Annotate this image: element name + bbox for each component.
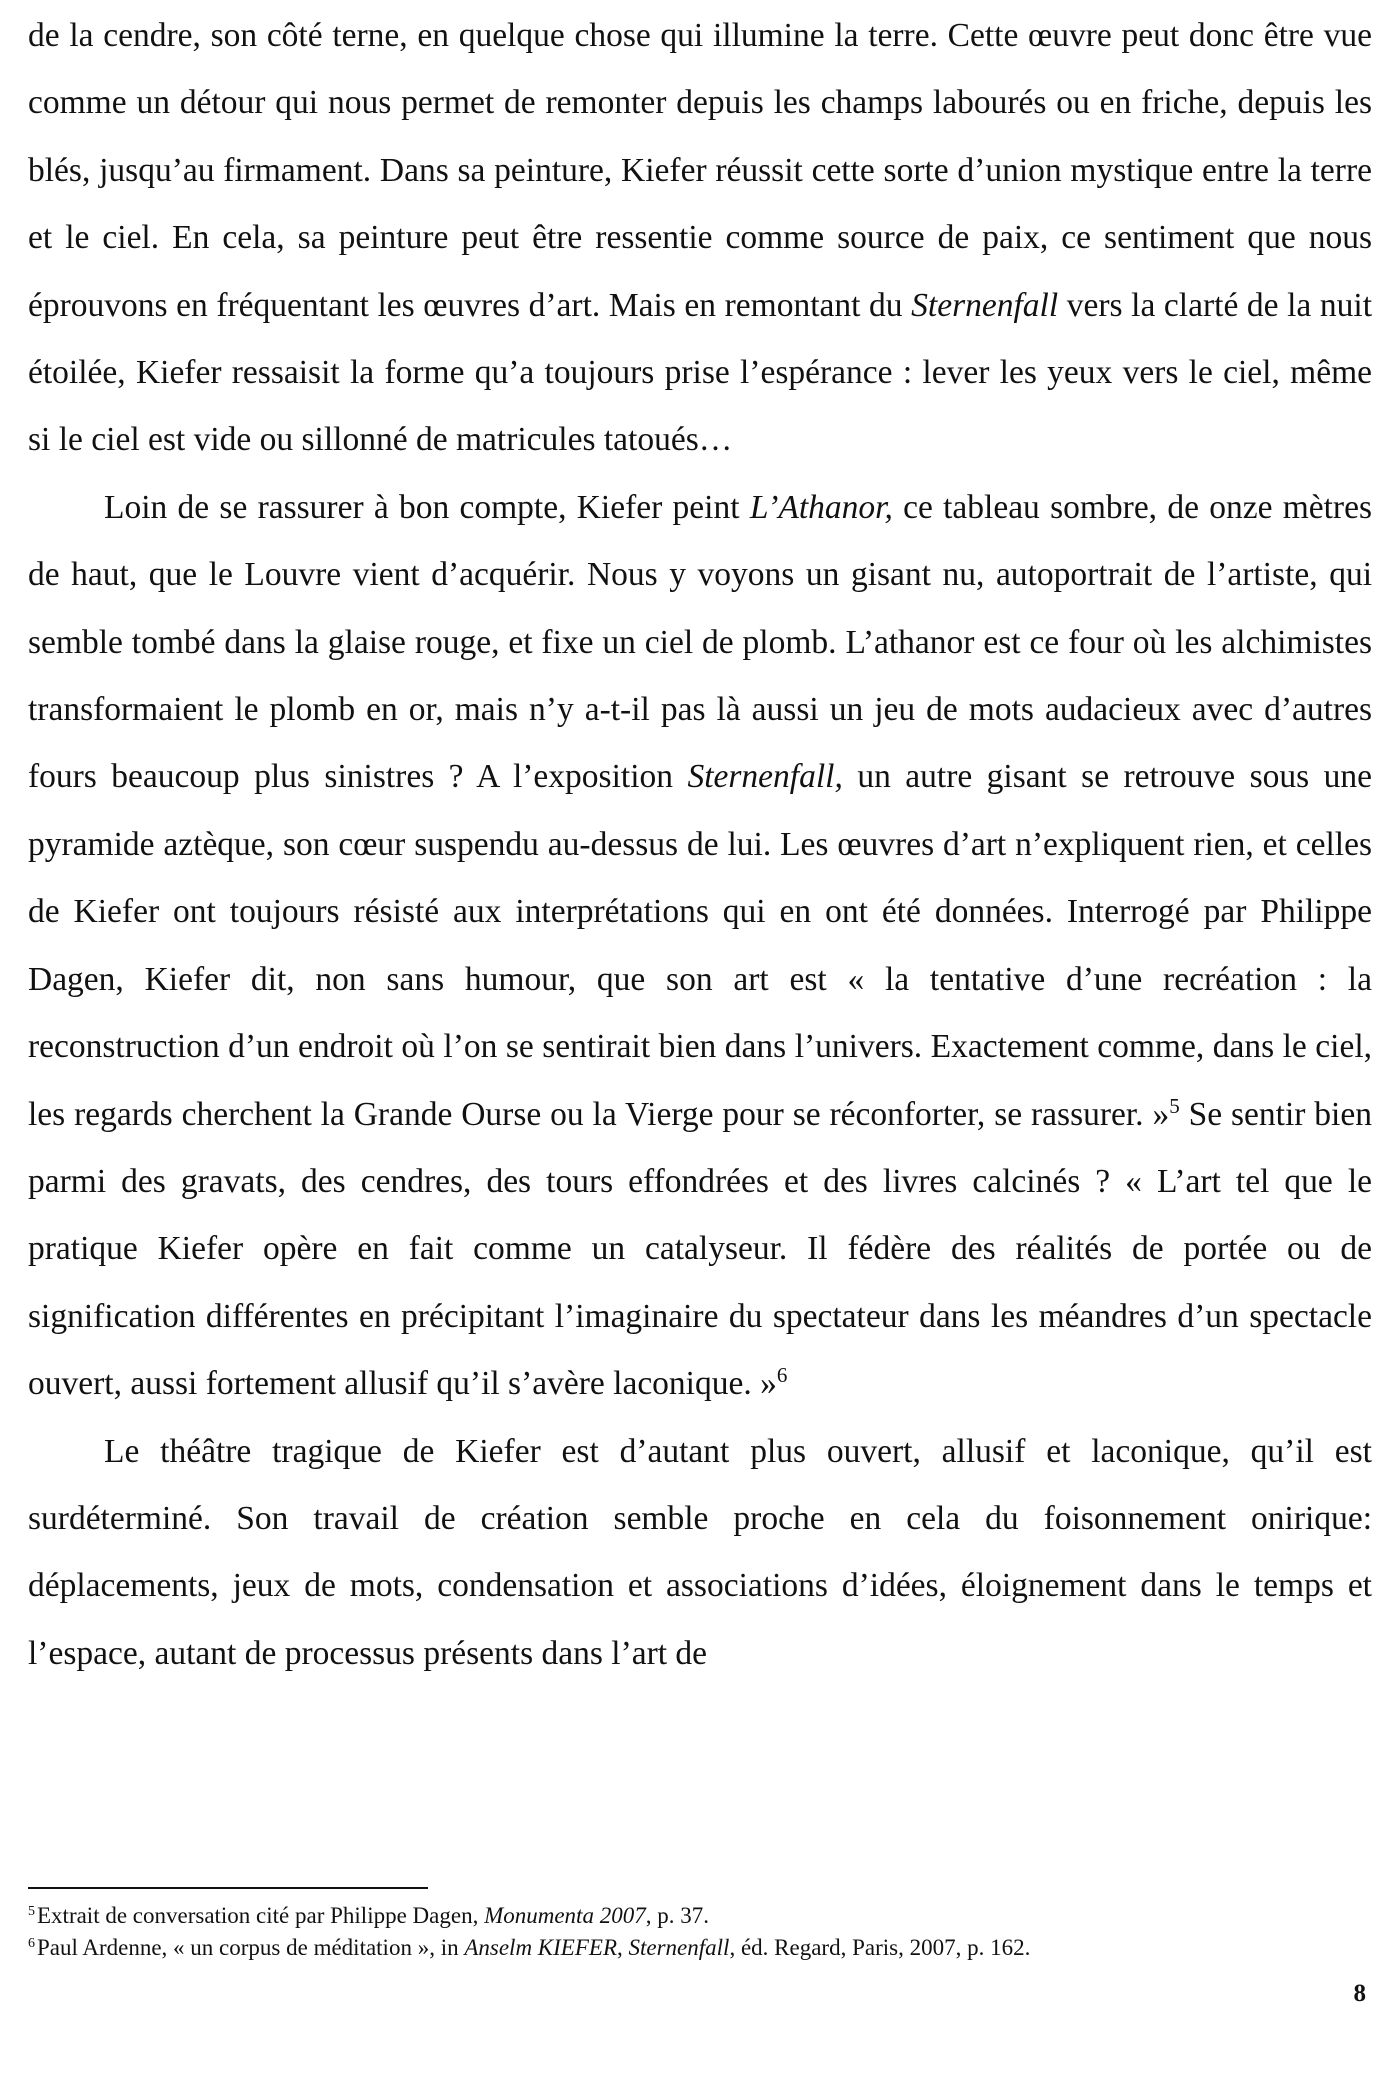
footnotes bbox=[28, 1900, 1372, 1964]
footnote-number: 5 bbox=[28, 1904, 35, 1919]
text-run: Extrait de conversation cité par Philippe Dagen, bbox=[37, 1903, 485, 1928]
text-run: Paul Ardenne, « un corpus de méditation », in bbox=[37, 1935, 465, 1960]
paragraph bbox=[28, 474, 1372, 1418]
italic-text: L’Athanor, bbox=[749, 488, 893, 526]
text-run: un autre gisant se retrouve sous une pyramide aztèque, son cœur suspendu au-dessus de lui. Les œuvres d’art n’expliquent rien, et celles de Kiefer ont toujours résisté aux interprétations qui en ont été données. Interrogé par Philippe Dagen, Kiefer dit, non sans humour, que son art est « la tentative d’une recréation : la reconstruction d’un endroit où l’on se sentirait bien dans l’univers. Exactement comme, dans le ciel, les regards cherchent la Grande Ourse ou la Vierge pour se réconforter, se rassurer. » bbox=[28, 758, 1372, 1133]
text-run: vers la clarté de la nuit étoilée, Kiefer ressaisit la forme qu’a toujours prise l’espérance : lever les yeux vers le ciel, même si le ciel est vide ou sillonné de matricules tatoués… bbox=[28, 286, 1372, 459]
italic-text: Sternenfall bbox=[628, 1935, 730, 1960]
text-run: de la cendre, son côté terne, en quelque chose qui illumine la terre. Cette œuvre peut donc être vue comme un détour qui nous permet de remonter depuis les champs labourés ou en friche, depuis les blés, jusqu’au firmament. Dans sa peinture, Kiefer réussit cette sorte d’union mystique entre la terre et le ciel. En cela, sa peinture peut être ressentie comme source de paix, ce sentiment que nous éprouvons en fréquentant les œuvres d’art. Mais en remontant du bbox=[28, 17, 1372, 324]
italic-text: Sternenfall, bbox=[687, 758, 843, 796]
footnote-reference: 6 bbox=[776, 1363, 788, 1388]
footnote-number: 6 bbox=[28, 1936, 35, 1951]
text-run: Loin de se rassurer à bon compte, Kiefer peint bbox=[104, 488, 750, 526]
text-run: Se sentir bien parmi des gravats, des cendres, des tours effondrées et des livres calcinés ? « L’art tel que le pratique Kiefer opère en fait comme un catalyseur. Il fédère des réalités de portée ou de signification différentes en précipitant l’imaginaire du spectateur dans les méandres d’un spectacle ouvert, aussi fortement allusif qu’il s’avère laconique. » bbox=[28, 1095, 1372, 1403]
body-text bbox=[28, 2, 1372, 1687]
italic-text: Anselm KIEFER bbox=[464, 1935, 617, 1960]
text-run: ce tableau sombre, de onze mètres de haut, que le Louvre vient d’acquérir. Nous y voyons un gisant nu, autoportrait de l’artiste, qui semble tombé dans la glaise rouge, et fixe un ciel de plomb. L’athanor est ce four où les alchimistes transformaient le plomb en or, mais n’y a-t-il pas là aussi un jeu de mots audacieux avec d’autres fours beaucoup plus sinistres ? A l’exposition bbox=[28, 488, 1372, 796]
text-run: , p. 37. bbox=[645, 1903, 709, 1928]
page-number: 8 bbox=[1353, 1980, 1366, 2007]
text-run: Le théâtre tragique de Kiefer est d’autant plus ouvert, allusif et laconique, qu’il est surdéterminé. Son travail de création semble proche en cela du foisonnement onirique: déplacements, jeux de mots, condensation et associations d’idées, éloignement dans le temps et l’espace, autant de processus présents dans l’art de bbox=[28, 1432, 1372, 1672]
footnote bbox=[28, 1900, 1372, 1932]
footnote bbox=[28, 1932, 1372, 1964]
text-run: , bbox=[617, 1935, 629, 1960]
text-run: , éd. Regard, Paris, 2007, p. 162. bbox=[729, 1935, 1031, 1960]
paragraph bbox=[28, 2, 1372, 474]
paragraph bbox=[28, 1418, 1372, 1688]
italic-text: Sternenfall bbox=[911, 286, 1059, 324]
italic-text: Monumenta 2007 bbox=[484, 1903, 646, 1928]
footnote-reference: 5 bbox=[1169, 1093, 1180, 1118]
footnote-separator bbox=[28, 1887, 428, 1889]
